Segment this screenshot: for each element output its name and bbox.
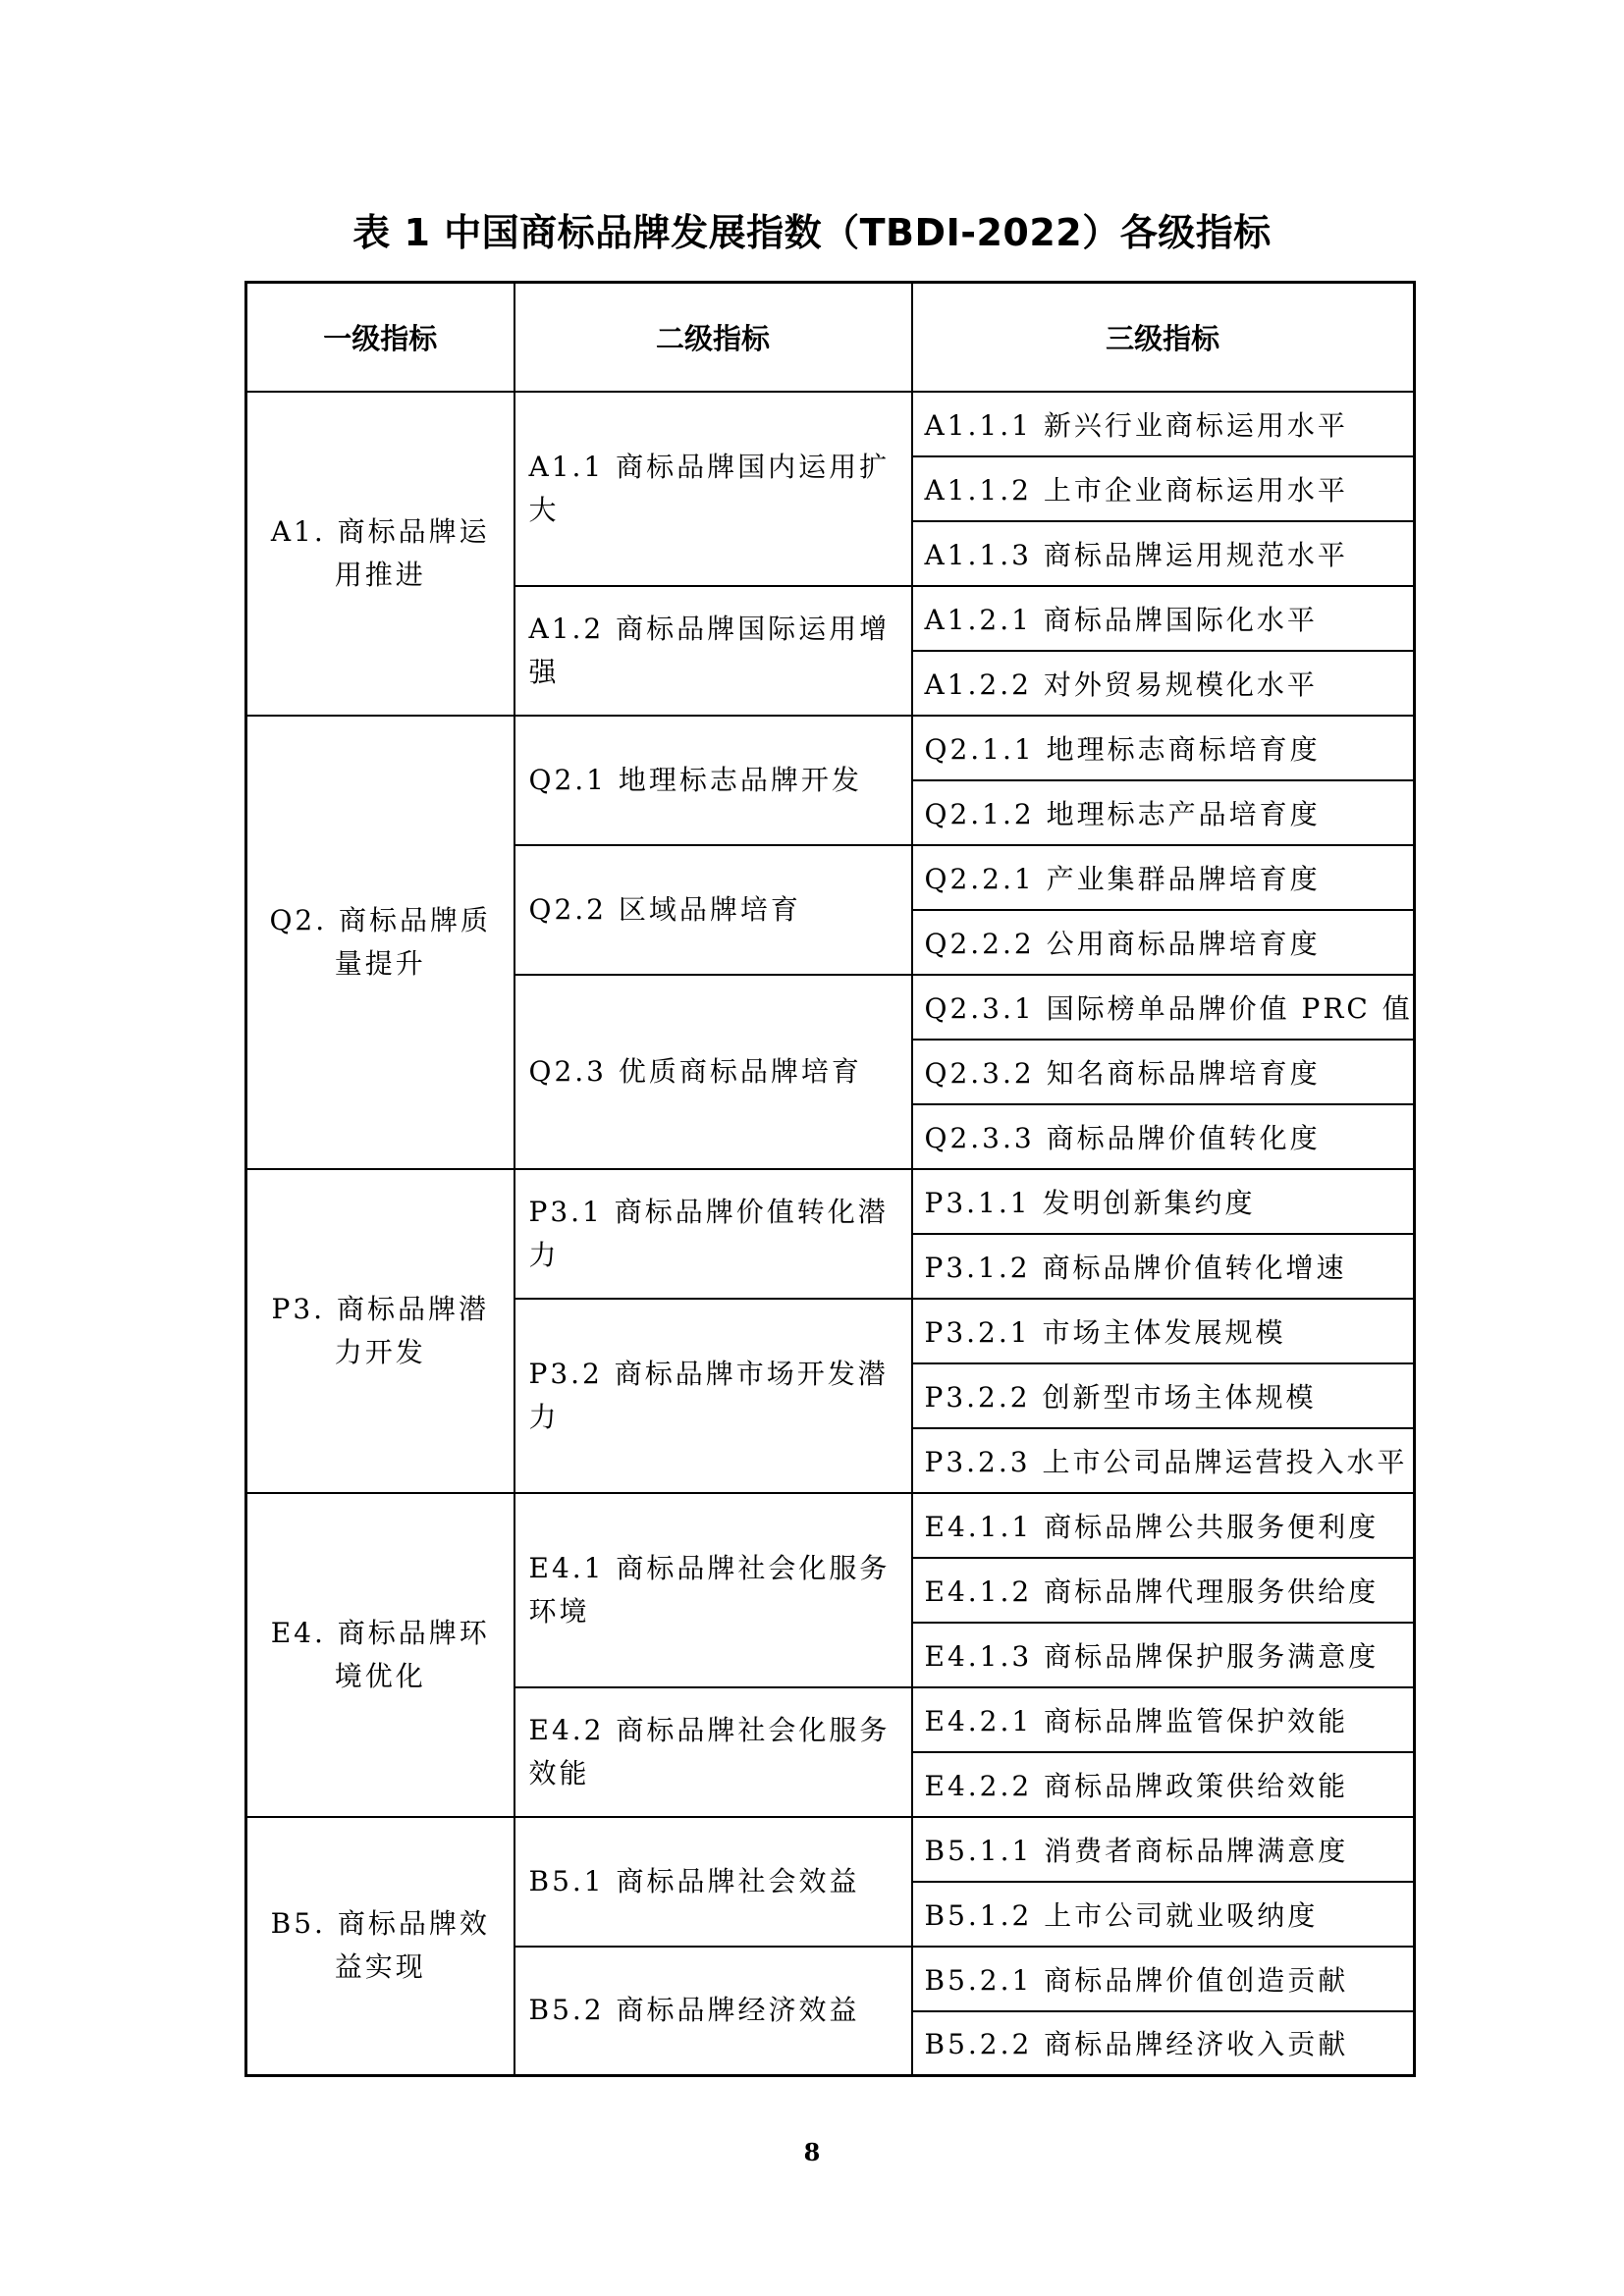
level3-indicator: Q2.3.2 知名商标品牌培育度 xyxy=(912,1040,1415,1104)
level3-indicator: E4.2.1 商标品牌监管保护效能 xyxy=(912,1687,1415,1752)
level2-indicator: E4.2 商标品牌社会化服务效能 xyxy=(514,1687,912,1817)
level3-indicator: B5.1.1 消费者商标品牌满意度 xyxy=(912,1817,1415,1882)
table-row xyxy=(246,716,1415,780)
level3-indicator: P3.1.1 发明创新集约度 xyxy=(912,1169,1415,1234)
indicator-table xyxy=(244,281,1416,2077)
level3-indicator: Q2.3.1 国际榜单品牌价值 PRC 值 xyxy=(912,975,1415,1040)
level3-indicator: P3.2.1 市场主体发展规模 xyxy=(912,1299,1415,1363)
level3-indicator: P3.2.2 创新型市场主体规模 xyxy=(912,1363,1415,1428)
table-row xyxy=(246,1493,1415,1558)
level3-indicator: Q2.2.1 产业集群品牌培育度 xyxy=(912,845,1415,910)
level1-indicator: E4. 商标品牌环境优化 xyxy=(246,1493,514,1817)
level3-indicator: B5.2.2 商标品牌经济收入贡献 xyxy=(912,2011,1415,2076)
level3-indicator: B5.2.1 商标品牌价值创造贡献 xyxy=(912,1947,1415,2011)
header-level3: 三级指标 xyxy=(912,283,1415,392)
table-body xyxy=(246,392,1415,2076)
level3-indicator: A1.2.1 商标品牌国际化水平 xyxy=(912,586,1415,651)
level2-indicator: E4.1 商标品牌社会化服务环境 xyxy=(514,1493,912,1687)
table-row xyxy=(246,1817,1415,1882)
level3-indicator: Q2.2.2 公用商标品牌培育度 xyxy=(912,910,1415,975)
level1-indicator: P3. 商标品牌潜力开发 xyxy=(246,1169,514,1493)
level2-indicator: B5.2 商标品牌经济效益 xyxy=(514,1947,912,2076)
level3-indicator: A1.1.1 新兴行业商标运用水平 xyxy=(912,392,1415,456)
table-row xyxy=(246,1169,1415,1234)
level3-indicator: Q2.1.2 地理标志产品培育度 xyxy=(912,780,1415,845)
level3-indicator: Q2.3.3 商标品牌价值转化度 xyxy=(912,1104,1415,1169)
page-number: 8 xyxy=(803,2138,821,2166)
level2-indicator: Q2.1 地理标志品牌开发 xyxy=(514,716,912,845)
table-title: 表 1 中国商标品牌发展指数（TBDI-2022）各级指标 xyxy=(352,211,1272,254)
table-header-row xyxy=(246,283,1415,392)
level3-indicator: P3.2.3 上市公司品牌运营投入水平 xyxy=(912,1428,1415,1493)
level2-indicator: P3.2 商标品牌市场开发潜力 xyxy=(514,1299,912,1493)
level3-indicator: Q2.1.1 地理标志商标培育度 xyxy=(912,716,1415,780)
level2-indicator: A1.1 商标品牌国内运用扩大 xyxy=(514,392,912,586)
level2-indicator: P3.1 商标品牌价值转化潜力 xyxy=(514,1169,912,1299)
level3-indicator: A1.1.3 商标品牌运用规范水平 xyxy=(912,521,1415,586)
level3-indicator: P3.1.2 商标品牌价值转化增速 xyxy=(912,1234,1415,1299)
level3-indicator: A1.1.2 上市企业商标运用水平 xyxy=(912,456,1415,521)
level3-indicator: E4.1.3 商标品牌保护服务满意度 xyxy=(912,1623,1415,1687)
level1-indicator: Q2. 商标品牌质量提升 xyxy=(246,716,514,1169)
level1-indicator: B5. 商标品牌效益实现 xyxy=(246,1817,514,2076)
level2-indicator: A1.2 商标品牌国际运用增强 xyxy=(514,586,912,716)
level1-indicator: A1. 商标品牌运用推进 xyxy=(246,392,514,716)
level3-indicator: E4.1.2 商标品牌代理服务供给度 xyxy=(912,1558,1415,1623)
level3-indicator: E4.1.1 商标品牌公共服务便利度 xyxy=(912,1493,1415,1558)
level2-indicator: B5.1 商标品牌社会效益 xyxy=(514,1817,912,1947)
level3-indicator: A1.2.2 对外贸易规模化水平 xyxy=(912,651,1415,716)
level3-indicator: B5.1.2 上市公司就业吸纳度 xyxy=(912,1882,1415,1947)
header-level1: 一级指标 xyxy=(246,283,514,392)
table-row xyxy=(246,392,1415,456)
level2-indicator: Q2.3 优质商标品牌培育 xyxy=(514,975,912,1169)
level2-indicator: Q2.2 区域品牌培育 xyxy=(514,845,912,975)
header-level2: 二级指标 xyxy=(514,283,912,392)
level3-indicator: E4.2.2 商标品牌政策供给效能 xyxy=(912,1752,1415,1817)
